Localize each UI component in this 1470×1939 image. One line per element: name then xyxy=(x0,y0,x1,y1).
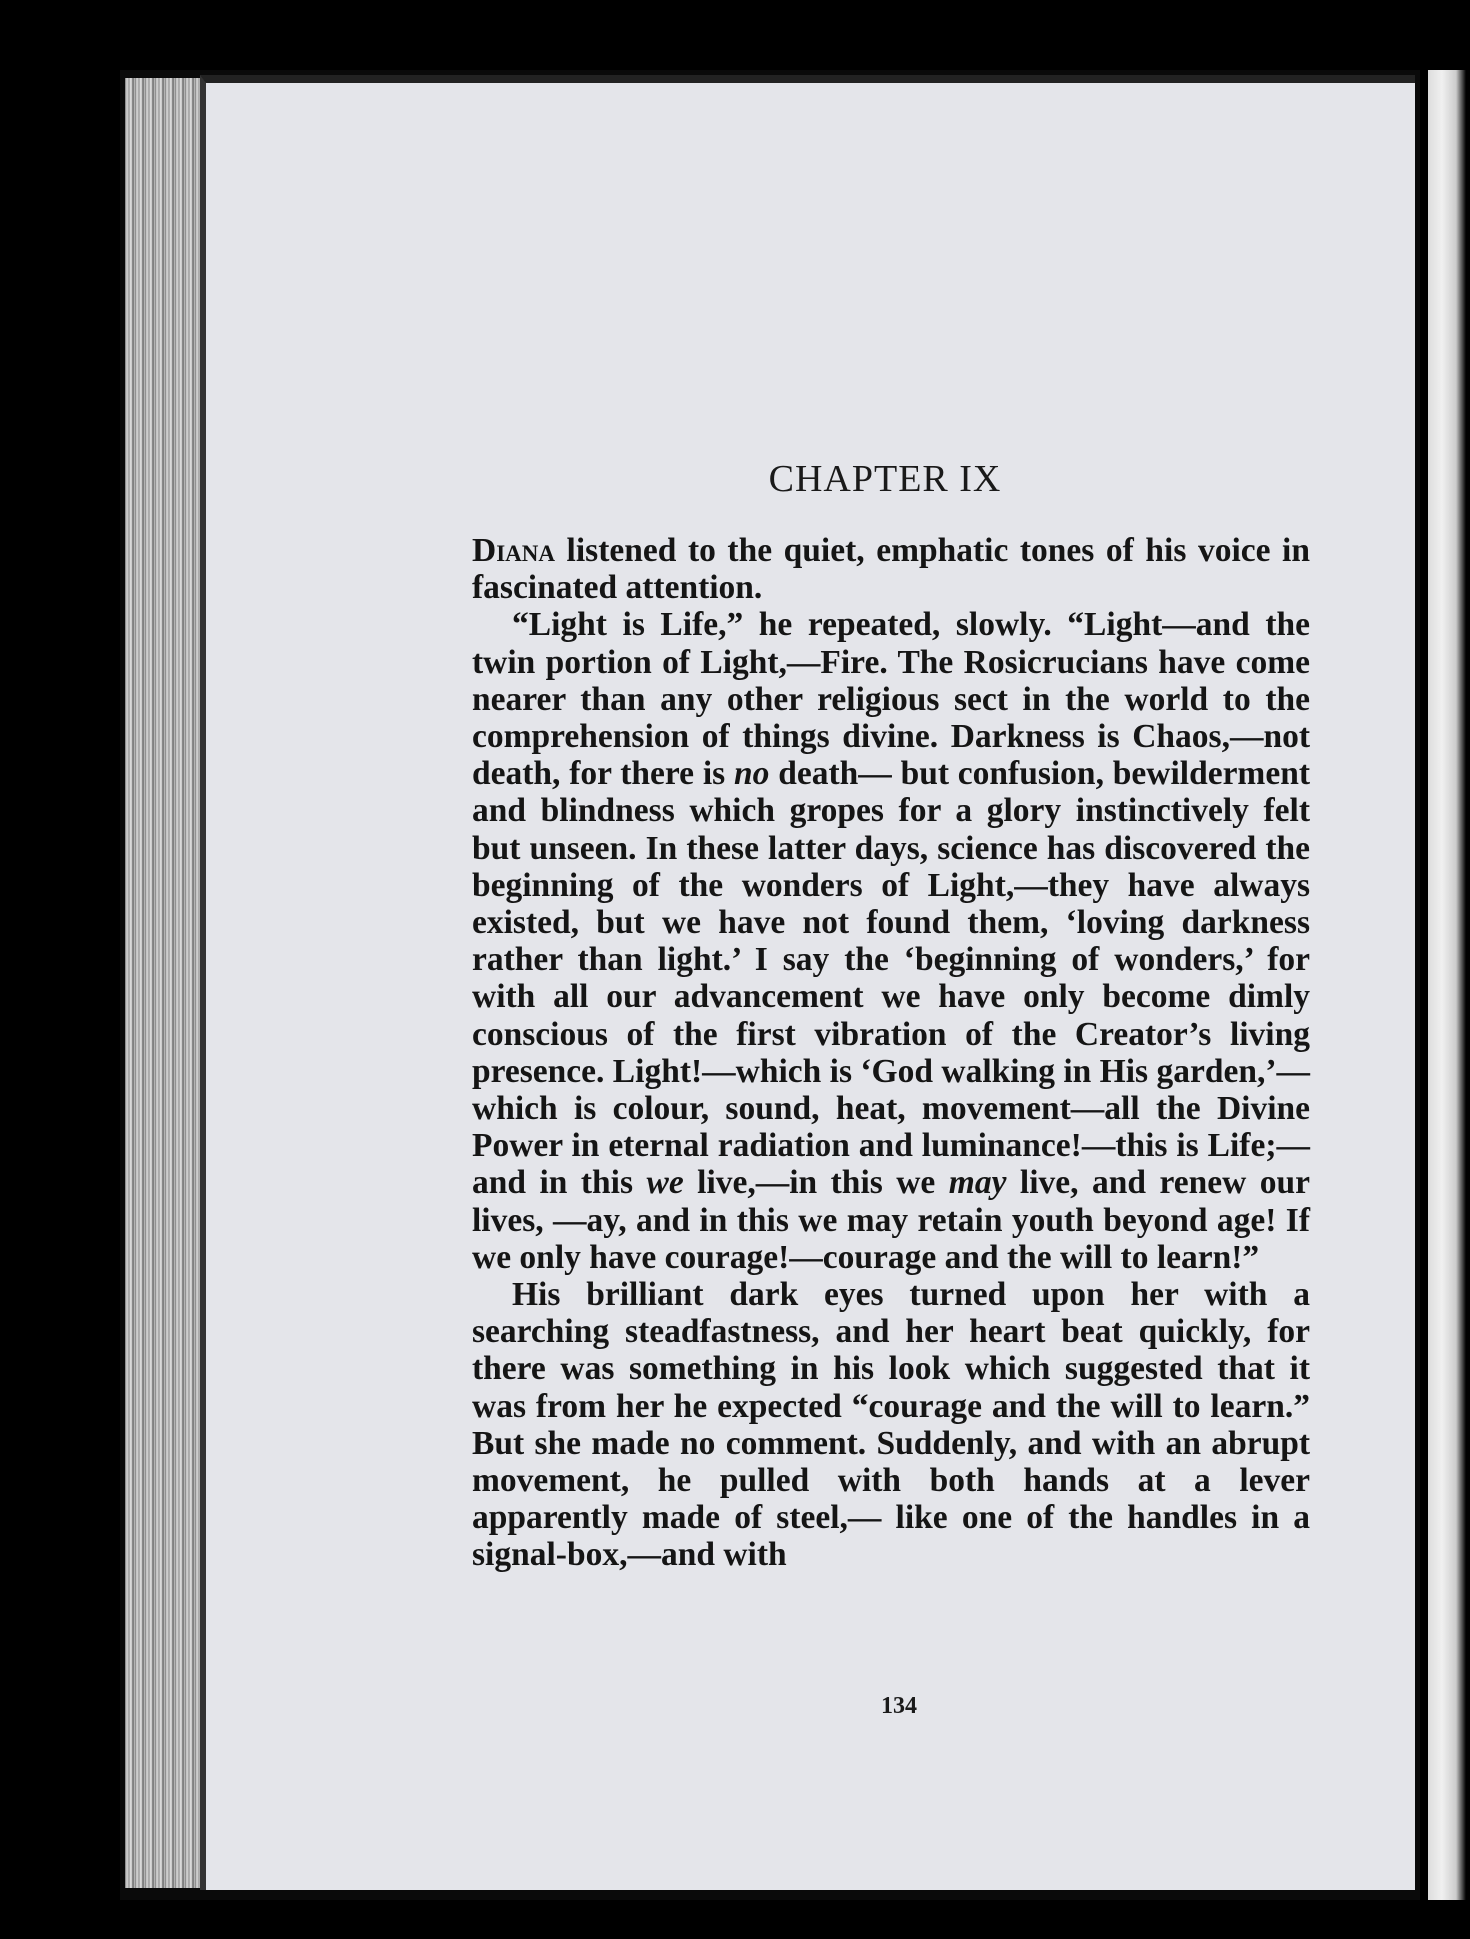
paragraph-2-emphasis-no: no xyxy=(734,755,770,793)
paragraph-2-emphasis-we: we xyxy=(646,1164,684,1202)
paragraph-2 xyxy=(472,606,1310,1276)
paragraph-1 xyxy=(472,532,1310,606)
paragraph-2-text-c: live,—in this we xyxy=(683,1164,949,1202)
page-number: 134 xyxy=(881,1693,917,1719)
chapter-title: CHAPTER IX xyxy=(768,458,1002,500)
body-text xyxy=(472,532,1310,1574)
paragraph-3 xyxy=(472,1276,1310,1574)
paragraph-3-text: His brilliant dark eyes turned upon her with a searching steadfastness, and her heart beat quickly, for there was something in his look which suggested that it was from her he expected “courage and the will to learn.” But she made no comment. Suddenly, and with an abrupt movement, he pulled with both hands at a lever apparently made of steel,— like one of the handles in a signal-box,—and with xyxy=(472,1276,1310,1574)
paragraph-2-text-b: death— but confusion, bewilderment and blindness which gropes for a glory instinctively felt but unseen. In these latter days, science has discovered the beginning of the wonders of Light,—they have always existed, but we have not found them, ‘loving darkness rather than light.’ I say the ‘beginning of wonders,’ for with all our advancement we have only become dimly conscious of the first vibration of the Creator’s living presence. Light!—which is ‘God walking in His garden,’—which is colour, sound, heat, movement—all the Divine Power in eternal radiation and luminance!—this is Life;—and in this xyxy=(472,755,1310,1202)
facing-page-edge xyxy=(1428,70,1470,1900)
paragraph-2-emphasis-may: may xyxy=(948,1164,1007,1202)
paragraph-1-text: listened to the quiet, emphatic tones of his voice in fascinated attention. xyxy=(472,532,1310,607)
paragraph-1-lead: Diana xyxy=(472,532,555,569)
paragraph-2-text-d: live, and renew our lives, —ay, and in this we may retain youth beyond age! If we only have courage!—courage and the will to learn!” xyxy=(472,1164,1310,1276)
paragraph-2-text-a: “Light is Life,” he repeated, slowly. “Light—and the twin portion of Light,—Fire. The Rosicrucians have come nearer than any other religious sect in the world to the comprehension of things divine. Darkness is Chaos,—not death, for there is xyxy=(472,606,1310,793)
